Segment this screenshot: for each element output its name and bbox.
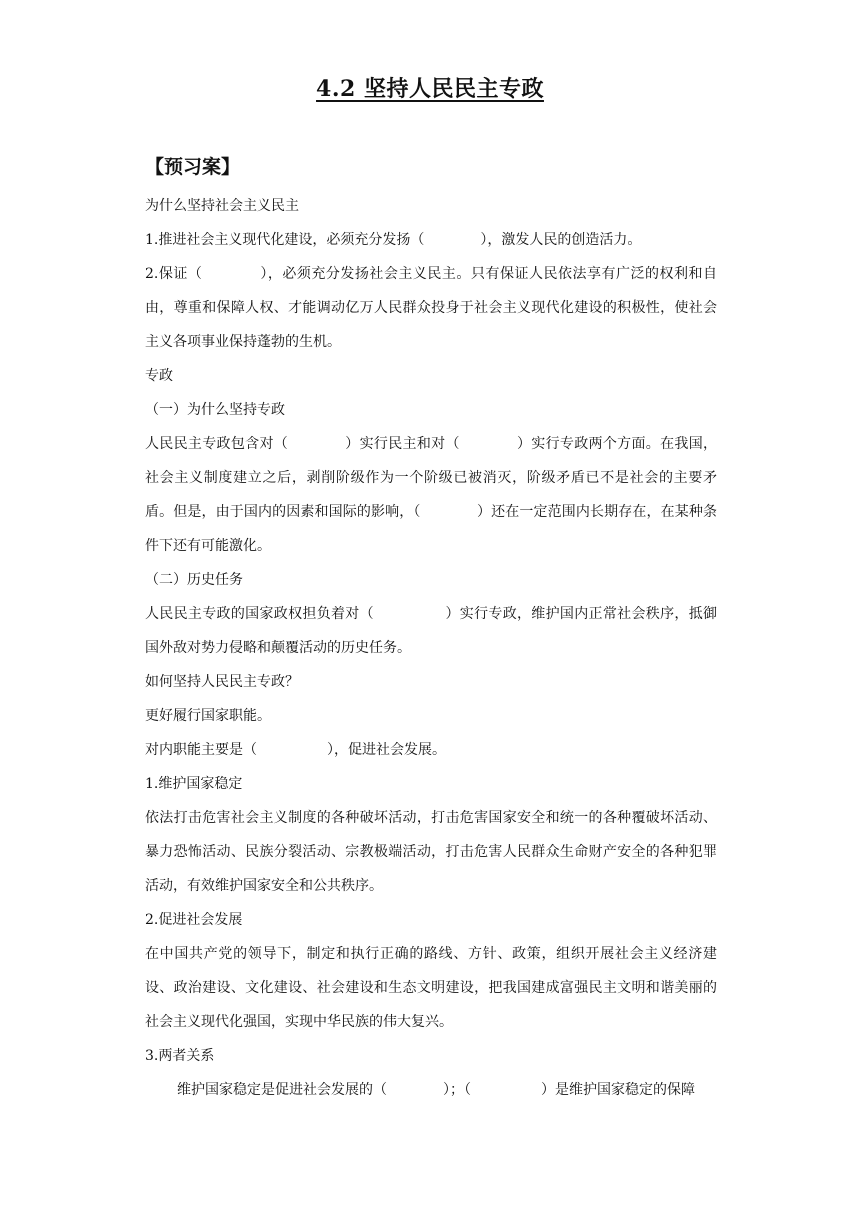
paragraph: 更好履行国家职能。 bbox=[145, 708, 271, 724]
section-heading: 【预习案】 bbox=[145, 156, 241, 178]
paragraph: 对内职能主要是（ ），促进社会发展。 bbox=[145, 742, 446, 758]
paragraph: 依法打击危害社会主义制度的各种破坏活动，打击危害国家安全和统一的各种覆破坏活动、暴力恐怖活动、民族分裂活动、宗教极端活动，打击危害人民群众生命财产安全的各种犯罪活动，有效维护国家安全和公共秩序。 bbox=[145, 810, 717, 894]
paragraph: 专政 bbox=[145, 368, 173, 384]
paragraph: （二）历史任务 bbox=[145, 572, 243, 588]
paragraph: 1.推进社会主义现代化建设，必须充分发扬（ ），激发人民的创造活力。 bbox=[145, 232, 642, 248]
document-body bbox=[145, 189, 717, 1107]
document-title-text: 4.2 坚持人民民主专政 bbox=[316, 76, 544, 102]
paragraph: 3.两者关系 bbox=[145, 1048, 215, 1064]
paragraph: 为什么坚持社会主义民主 bbox=[145, 198, 299, 214]
document-title bbox=[0, 72, 860, 103]
paragraph: 人民民主专政的国家政权担负着对（ ）实行专政，维护国内正常社会秩序，抵御国外敌对势力侵略和颠覆活动的历史任务。 bbox=[145, 606, 717, 656]
paragraph: 2.保证（ ），必须充分发扬社会主义民主。只有保证人民依法享有广泛的权利和自由，尊重和保障人权、才能调动亿万人民群众投身于社会主义现代化建设的积极性，使社会主义各项事业保持蓬勃的生机。 bbox=[145, 266, 717, 350]
paragraph: 人民民主专政包含对（ ）实行民主和对（ ）实行专政两个方面。在我国，社会主义制度建立之后，剥削阶级作为一个阶级已被消灭，阶级矛盾已不是社会的主要矛盾。但是，由于国内的因素和国际的影响，（ ）还在一定范围内长期存在，在某种条件下还有可能激化。 bbox=[145, 436, 717, 554]
paragraph: 在中国共产党的领导下，制定和执行正确的路线、方针、政策，组织开展社会主义经济建设、政治建设、文化建设、社会建设和生态文明建设，把我国建成富强民主文明和谐美丽的社会主义现代化强国，实现中华民族的伟大复兴。 bbox=[145, 946, 717, 1030]
paragraph-indented: 维护国家稳定是促进社会发展的（ ）；（ ）是维护国家稳定的保障 bbox=[177, 1082, 695, 1098]
paragraph: 2.促进社会发展 bbox=[145, 912, 243, 928]
paragraph: 如何坚持人民民主专政？ bbox=[145, 674, 299, 690]
paragraph: （一）为什么坚持专政 bbox=[145, 402, 285, 418]
paragraph: 1.维护国家稳定 bbox=[145, 776, 243, 792]
